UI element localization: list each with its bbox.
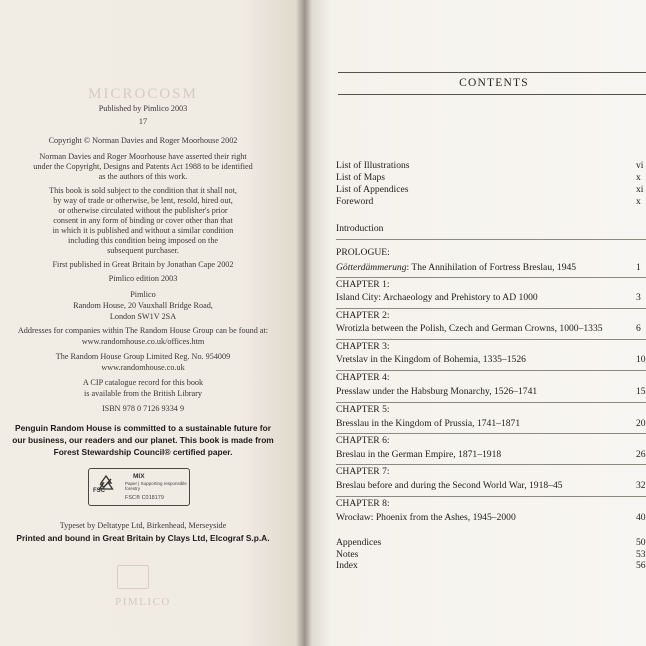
cip-line: A CIP catalogue record for this book — [82, 378, 204, 387]
chapter-heading: CHAPTER 1: — [336, 279, 390, 290]
toc-entry — [336, 560, 646, 572]
fsc-mix: MIX — [133, 473, 145, 480]
chapter-heading: CHAPTER 2: — [336, 310, 390, 321]
chapter-title: Wrocław: Phoenix from the Ashes, 1945–2000 — [336, 512, 516, 523]
rights-line: Norman Davies and Roger Moorhouse have asserted their right — [39, 152, 247, 161]
chapter-heading: CHAPTER 4: — [336, 372, 390, 383]
sustainability-line: Penguin Random House is committed to a sustainable future for — [15, 423, 271, 433]
toc-page: 26 — [636, 449, 646, 460]
toc-entry — [336, 549, 646, 561]
chapter-entry — [336, 386, 646, 398]
toc-label: Index — [336, 560, 358, 571]
chapter-title: Vretslav in the Kingdom of Bohemia, 1335–1526 — [336, 354, 526, 365]
toc-page: x — [636, 172, 641, 183]
toc-label: Appendices — [336, 537, 382, 548]
toc-label: List of Illustrations — [336, 160, 410, 171]
addresses-line: www.randomhouse.co.uk/offices.htm — [81, 337, 205, 346]
printed-line: Printed and bound in Great Britain by Clays Ltd, Elcograf S.p.A. — [16, 533, 270, 543]
address-line: Random House, 20 Vauxhall Bridge Road, — [73, 301, 213, 310]
rights-line: as the authors of this work. — [98, 172, 188, 181]
separator — [336, 496, 646, 497]
toc-entry — [336, 537, 646, 549]
toc-page: 40 — [636, 512, 646, 523]
separator — [336, 433, 646, 434]
separator — [336, 239, 646, 240]
typeset-line: Typeset by Deltatype Ltd, Birkenhead, Merseyside — [59, 521, 227, 530]
toc-page: 3 — [636, 292, 641, 303]
chapter-title: Breslau before and during the Second World War, 1918–45 — [336, 480, 563, 491]
toc-label: List of Appendices — [336, 184, 409, 195]
impression-number: 17 — [138, 117, 148, 126]
separator — [336, 370, 646, 371]
chapter-title: Bresslau in the Kingdom of Prussia, 1741–1871 — [336, 418, 521, 429]
condition-line: consent in any form of binding or cover other than that — [53, 216, 233, 225]
toc-page: vi — [636, 160, 644, 171]
chapter-heading: CHAPTER 5: — [336, 404, 390, 415]
separator — [336, 277, 646, 278]
condition-line: or otherwise circulated without the publisher's prior — [58, 206, 228, 215]
toc-label: List of Maps — [336, 172, 386, 183]
first-published: First published in Great Britain by Jonathan Cape 2002 — [52, 260, 234, 269]
contents-page — [304, 0, 646, 646]
chapter-heading: CHAPTER 8: — [336, 498, 390, 509]
separator — [336, 339, 646, 340]
toc-page: xi — [636, 184, 644, 195]
edition-line: Pimlico edition 2003 — [108, 274, 178, 283]
condition-line: subsequent purchaser. — [107, 246, 179, 255]
show-through-imprint: PIMLICO — [115, 596, 171, 608]
prologue-heading: PROLOGUE: — [336, 247, 390, 258]
toc-label: Foreword — [336, 196, 374, 207]
cip-line: is available from the British Library — [83, 389, 202, 398]
chapter-heading: CHAPTER 7: — [336, 466, 390, 477]
title-rule — [338, 94, 646, 95]
show-through-title: MICROCOSM — [88, 86, 198, 102]
chapter-entry — [336, 418, 646, 430]
chapter-entry — [336, 354, 646, 366]
condition-line: by way of trade or otherwise, be lent, resold, hired out, — [53, 196, 233, 205]
copyright-page — [0, 0, 304, 646]
condition-line: in which it is published and without a similar condition — [52, 226, 234, 235]
toc-page: 15 — [636, 386, 646, 397]
address-line: London SW1V 2SA — [109, 312, 177, 321]
toc-label: Notes — [336, 549, 359, 560]
chapter-heading: CHAPTER 3: — [336, 341, 390, 352]
tree-checkmark-icon — [95, 474, 117, 500]
toc-page: 53 — [636, 549, 646, 560]
chapter-heading: CHAPTER 6: — [336, 435, 390, 446]
publisher-logo-show-through — [117, 565, 149, 589]
toc-page: 20 — [636, 418, 646, 429]
toc-page: 50 — [636, 537, 646, 548]
prologue-title: : The Annihilation of Fortress Breslau, 1945 — [406, 262, 577, 273]
toc-introduction: Introduction — [336, 223, 384, 234]
chapter-title: Presslaw under the Habsburg Monarchy, 1526–1741 — [336, 386, 538, 397]
sustainability-line: Forest Stewardship Council® certified paper. — [53, 447, 233, 457]
group-line: The Random House Group Limited Reg. No. 954009 — [55, 352, 231, 361]
toc-entry — [336, 184, 646, 196]
isbn: ISBN 978 0 7126 9334 9 — [101, 404, 185, 413]
separator — [336, 402, 646, 403]
toc-page: 1 — [636, 262, 641, 273]
separator — [336, 308, 646, 309]
chapter-entry — [336, 512, 646, 524]
toc-entry — [336, 196, 646, 208]
prologue-title-italic: Götterdämmerung — [336, 262, 407, 273]
fsc-paper: Paper | Supporting responsible forestry — [125, 481, 187, 491]
chapter-title: Island City: Archaeology and Prehistory to AD 1000 — [336, 292, 538, 303]
separator — [336, 464, 646, 465]
rights-line: under the Copyright, Designs and Patents Act 1988 to be identified — [33, 162, 253, 171]
group-line: www.randomhouse.co.uk — [101, 363, 185, 372]
addresses-line: Addresses for companies within The Random House Group can be found at: — [17, 326, 269, 335]
sustainability-line: our business, our readers and our planet. This book is made from — [12, 435, 274, 445]
chapter-title: Wrotizla between the Polish, Czech and German Crowns, 1000–1335 — [336, 323, 603, 334]
condition-line: including this condition being imposed on the — [67, 236, 219, 245]
chapter-entry — [336, 480, 646, 492]
published-by: Published by Pimlico 2003 — [98, 104, 188, 113]
toc-page: 6 — [636, 323, 641, 334]
condition-line: This book is sold subject to the condition that it shall not, — [49, 186, 237, 195]
chapter-title: Breslau in the German Empire, 1871–1918 — [336, 449, 502, 460]
toc-page: x — [636, 196, 641, 207]
toc-page: 32 — [636, 480, 646, 491]
top-rule — [338, 72, 646, 73]
copyright-line: Copyright © Norman Davies and Roger Moorhouse 2002 — [48, 136, 238, 145]
address-line: Pimlico — [130, 290, 156, 299]
prologue-entry — [336, 262, 646, 274]
fsc-brand: FSC — [93, 488, 105, 494]
chapter-entry — [336, 449, 646, 461]
fsc-code: FSC® C018179 — [125, 495, 164, 501]
fsc-logo — [88, 468, 190, 506]
chapter-entry — [336, 292, 646, 304]
toc-entry — [336, 172, 646, 184]
book-spine-shadow — [296, 0, 312, 646]
toc-page: 56 — [636, 560, 646, 571]
chapter-entry — [336, 323, 646, 335]
toc-entry — [336, 160, 646, 172]
contents-title: CONTENTS — [459, 77, 529, 89]
toc-page: 10 — [636, 354, 646, 365]
